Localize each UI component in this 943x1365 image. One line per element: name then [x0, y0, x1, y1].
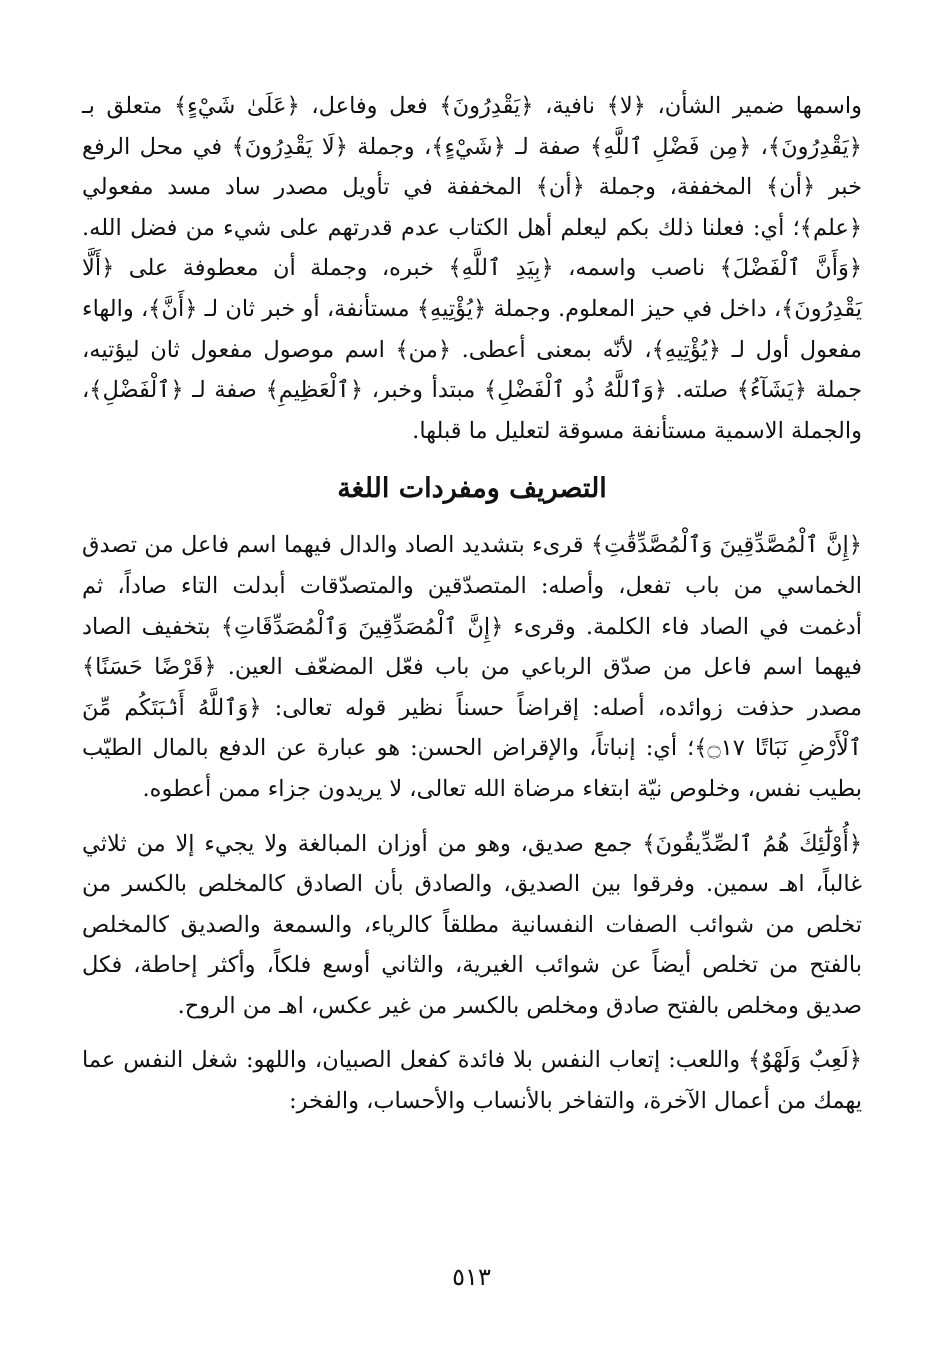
page-number: ٥١٣	[452, 1263, 491, 1291]
section-heading: التصريف ومفردات اللغة	[337, 473, 607, 505]
paragraph-siddiqun: ﴿أُوْلَٰٓئِكَ هُمُ ٱلصِّدِّيقُونَ﴾ جمع صديق، وهو من أوزان المبالغة ولا يجيء إلا من ثلاثي غالباً، اهـ سمين. وفرقوا بين الصديق، والصادق بأن الصادق كالمخلص بالكسر من تخلص من شوائب الصفات النفسانية مطلقاً كالرياء، والسمعة والصديق كالمخلص بالفتح من تخلص أيضاً عن شوائب الغيرية، والثاني أوسع فلكاً، وأكثر إحاطة، فكل صديق ومخلص بالفتح صادق ومخلص بالكسر من غير عكس، اهـ من الروح.	[82, 830, 862, 1019]
paragraph-grammar: واسمها ضمير الشأن، ﴿لا﴾ نافية، ﴿يَقْدِرُونَ﴾ فعل وفاعل، ﴿عَلَىٰ شَيْءٍ﴾ متعلق بـ ﴿يَقْدِرُونَ﴾، ﴿مِن فَضْلِ ٱللَّهِ﴾ صفة لـ ﴿شَيْءٍ﴾، وجملة ﴿لَا يَقْدِرُونَ﴾ في محل الرفع خبر ﴿أن﴾ المخففة، وجملة ﴿أن﴾ المخففة في تأويل مصدر ساد مسد مفعولي ﴿علم﴾؛ أي: فعلنا ذلك بكم ليعلم أهل الكتاب عدم قدرتهم على شيء من فضل الله. ﴿وَأَنَّ ٱلْفَضْلَ﴾ ناصب واسمه، ﴿بِيَدِ ٱللَّهِ﴾ خبره، وجملة أن معطوفة على ﴿أَلَّا يَقْدِرُونَ﴾، داخل في حيز المعلوم. وجملة ﴿يُؤْتِيهِ﴾ مستأنفة، أو خبر ثان لـ ﴿أَنَّ﴾، والهاء مفعول أول لـ ﴿يُؤْتِيهِ﴾، لأنّه بمعنى أعطى. ﴿من﴾ اسم موصول مفعول ثان ليؤتيه، جملة ﴿يَشَآءُ﴾ صلته. ﴿وَٱللَّهُ ذُو ٱلْفَضْلِ﴾ مبتدأ وخبر، ﴿ٱلْعَظِيمِ﴾ صفة لـ ﴿ٱلْفَضْلِ﴾، والجملة الاسمية مستأنفة مسوقة لتعليل ما قبلها.	[82, 93, 862, 444]
paragraph-laib-lahw: ﴿لَعِبٌ وَلَهْوٌ﴾ واللعب: إتعاب النفس بلا فائدة كفعل الصبيان، واللهو: شغل النفس عما يهمك من أعمال الآخرة، والتفاخر بالأنساب والأحساب، والفخر:	[82, 1047, 862, 1115]
page-content	[82, 86, 862, 1336]
paragraph-musaddiqin: ﴿إِنَّ ٱلْمُصَّدِّقِينَ وَٱلْمُصَّدِّقَٰتِ﴾ قرىء بتشديد الصاد والدال فيهما اسم فاعل من تصدق الخماسي من باب تفعل، وأصله: المتصدّقين والمتصدّقات أبدلت التاء صاداً، ثم أدغمت في الصاد فاء الكلمة. وقرىء ﴿إِنَّ ٱلْمُصَدِّقِينَ وَٱلْمُصَدِّقَاتِ﴾ بتخفيف الصاد فيهما اسم فاعل من صدّق الرباعي من باب فعّل المضعّف العين. ﴿قَرْضًا حَسَنًا﴾ مصدر حذفت زوائده، أصله: إقراضاً حسناً نظير قوله تعالى: ﴿وَٱللَّهُ أَنۢبَتَكُم مِّنَ ٱلْأَرْضِ نَبَاتًا ۝١٧﴾؛ أي: إنباتاً، والإقراض الحسن: هو عبارة عن الدفع بالمال الطيّب بطيب نفس، وخلوص نيّة ابتغاء مرضاة الله تعالى، لا يريدون جزاء ممن أعطوه.	[82, 532, 862, 802]
